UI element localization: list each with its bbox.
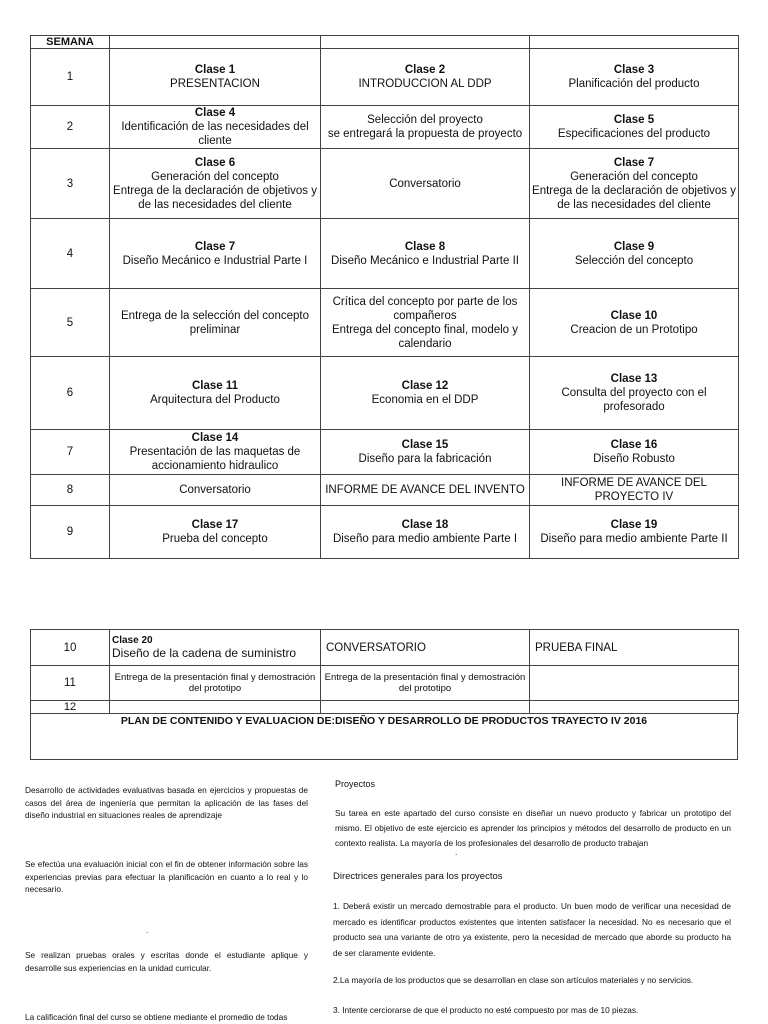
class-title: Clase 19 <box>610 519 658 531</box>
guidelines-heading: Directrices generales para los proyectos <box>333 871 503 882</box>
class-title: Clase 10 <box>610 309 658 322</box>
class-cell <box>321 357 530 430</box>
class-description: Identificación de las necesidades del cliente <box>121 121 309 147</box>
left-paragraph-3: Se realizan pruebas orales y escritas donde el estudiante aplique y desarrolle sus experiencias en la unidad curricular. <box>25 950 308 973</box>
left-paragraph-2: Se efectúa una evaluación inicial con el fin de obtener información sobre las experiencias previas para efectuar la planificación en cuanto a lo real y lo necesario. <box>25 859 308 894</box>
schedule-row <box>31 666 739 701</box>
class-description: Consulta del proyecto con el profesorado <box>561 387 707 413</box>
projects-intro: Su tarea en este apartado del curso consiste en diseñar un nuevo producto y fabricar un prototipo del mismo. El objetivo de este ejercicio es aprender los principios y métodos del desarrollo de producto en un contexto realista. La mayoría de los profesionales del desarrollo de producto trabajan <box>335 808 731 848</box>
class-title: Clase 9 <box>613 240 655 253</box>
week-number: 1 <box>31 49 110 106</box>
class-title: Clase 7 <box>194 240 236 253</box>
class-description: Selección del concepto <box>574 254 694 267</box>
class-description: Diseño de la cadena de suministro <box>112 645 297 660</box>
class-title: Clase 4 <box>194 107 236 119</box>
class-description: Crítica del concepto por parte de los compañeros <box>332 295 518 322</box>
class-cell <box>321 506 530 559</box>
class-description: se entregará la propuesta de proyecto <box>327 128 523 140</box>
class-description: Entrega de la selección del concepto preliminar <box>121 309 309 336</box>
class-description: Conversatorio <box>179 484 251 496</box>
class-cell <box>110 219 321 289</box>
class-cell <box>321 430 530 475</box>
class-cell <box>530 506 739 559</box>
class-description: Entrega del concepto final, modelo y calendario <box>331 323 519 350</box>
class-title: Clase 14 <box>191 432 239 444</box>
class-cell <box>110 506 321 559</box>
week-number: 6 <box>31 357 110 430</box>
class-title: Clase 20 <box>112 634 153 646</box>
schedule-row <box>31 630 739 666</box>
class-cell: PRUEBA FINAL <box>530 630 739 666</box>
schedule-row <box>31 357 739 430</box>
schedule-row <box>31 701 739 714</box>
class-title: Clase 12 <box>401 380 449 392</box>
week-number: 4 <box>31 219 110 289</box>
class-title: Clase 7 <box>613 156 655 169</box>
class-description: Diseño para la fabricación <box>358 453 492 465</box>
class-description: Diseño Mecánico e Industrial Parte I <box>122 254 308 267</box>
class-title: Clase 11 <box>191 380 239 392</box>
week-number: 11 <box>31 666 110 701</box>
plan-title-box <box>30 714 738 760</box>
class-title: Clase 17 <box>191 519 239 531</box>
class-description: INFORME DE AVANCE DEL PROYECTO IV <box>561 477 707 503</box>
guideline-2: 2.La mayoría de los productos que se desarrollan en clase son artículos materiales y no servicios. <box>333 975 694 985</box>
schedule-row <box>31 430 739 475</box>
class-cell <box>530 357 739 430</box>
schedule-body <box>31 49 739 559</box>
class-title: Clase 13 <box>610 373 658 385</box>
projects-heading: Proyectos <box>335 779 376 789</box>
left-paragraph-4: La calificación final del curso se obtiene mediante el promedio de todas <box>25 1012 288 1022</box>
schedule-row <box>31 289 739 357</box>
class-description: PRESENTACION <box>170 78 260 90</box>
class-title: Clase 16 <box>610 439 658 451</box>
class-cell <box>321 149 530 219</box>
left-paragraph-3-box <box>25 949 308 974</box>
class-cell: Entrega de la presentación final y demostración del prototipo <box>321 666 530 701</box>
class-cell <box>321 219 530 289</box>
class-cell <box>110 106 321 149</box>
left-column <box>25 784 308 822</box>
class-description: Creacion de un Prototipo <box>570 323 698 336</box>
class-title: Clase 5 <box>613 114 655 126</box>
class-description: Diseño Mecánico e Industrial Parte II <box>331 254 519 267</box>
schedule-row <box>31 106 739 149</box>
class-description: Diseño para medio ambiente Parte I <box>332 533 518 545</box>
class-description: Arquitectura del Producto <box>150 394 280 406</box>
class-description: Generación del concepto <box>570 170 698 183</box>
class-title: Clase 2 <box>404 64 446 76</box>
class-cell <box>530 701 739 714</box>
stray-dot-2: . <box>455 847 458 857</box>
class-description: Entrega de la declaración de objetivos y de las necesidades del cliente <box>113 184 317 211</box>
class-cell <box>110 357 321 430</box>
guideline-1: 1. Deberá existir un mercado demostrable para el producto. Un buen modo de verificar una necesidad de mercado es identificar productos existentes que intenten satisfacer la necesidad. No es necesario que el producto sea una variante de otro ya existente, pero la necesidad de mercado que aborde su producto ha de ser claramente evidente. <box>333 901 731 958</box>
class-description: Conversatorio <box>389 177 461 190</box>
class-cell: CONVERSATORIO <box>321 630 530 666</box>
class-title: Clase 8 <box>404 240 446 253</box>
class-cell <box>110 701 321 714</box>
schedule-row <box>31 219 739 289</box>
week-number: 5 <box>31 289 110 357</box>
class-cell <box>110 430 321 475</box>
class-cell <box>321 106 530 149</box>
class-cell <box>530 106 739 149</box>
class-description: Diseño Robusto <box>593 453 675 465</box>
class-description: Economia en el DDP <box>371 394 479 406</box>
class-cell <box>321 701 530 714</box>
class-description: Planificación del producto <box>568 78 700 90</box>
class-cell: Entrega de la presentación final y demostración del prototipo <box>110 666 321 701</box>
schedule-row <box>31 149 739 219</box>
class-cell <box>321 475 530 506</box>
week-number: 3 <box>31 149 110 219</box>
plan-title: PLAN DE CONTENIDO Y EVALUACION DE:DISEÑO Y DESARROLLO DE PRODUCTOS TRAYECTO IV 2016 <box>120 715 648 727</box>
left-paragraph-2-box <box>25 858 308 896</box>
schedule-table <box>30 35 739 559</box>
schedule-body-2 <box>31 630 739 714</box>
week-number: 12 <box>31 701 110 714</box>
class-description: Prueba del concepto <box>162 533 268 545</box>
schedule-table-2 <box>30 629 739 714</box>
week-number: 2 <box>31 106 110 149</box>
week-number: 7 <box>31 430 110 475</box>
class-description: Diseño para medio ambiente Parte II <box>540 533 728 545</box>
class-cell <box>110 149 321 219</box>
class-description: Presentación de las maquetas de accionamiento hidraulico <box>129 446 301 472</box>
class-cell <box>321 289 530 357</box>
class-cell <box>530 666 739 701</box>
class-cell <box>530 219 739 289</box>
class-description: Entrega de la declaración de objetivos y de las necesidades del cliente <box>532 184 736 211</box>
guideline-3: 3. Intente cerciorarse de que el producto no esté compuesto por mas de 10 piezas. <box>333 1005 639 1015</box>
schedule-row <box>31 475 739 506</box>
schedule-row <box>31 49 739 106</box>
class-description: Especificaciones del producto <box>557 128 711 140</box>
class-cell <box>530 430 739 475</box>
class-cell <box>530 49 739 106</box>
class-cell <box>530 149 739 219</box>
class-title: Clase 3 <box>613 64 655 76</box>
class-title: Clase 1 <box>194 64 236 76</box>
class-cell <box>110 49 321 106</box>
class-description: INFORME DE AVANCE DEL INVENTO <box>325 484 525 496</box>
class-cell <box>530 289 739 357</box>
class-description: INTRODUCCION AL DDP <box>358 78 492 90</box>
stray-dot: . <box>146 926 149 935</box>
class-description: Generación del concepto <box>151 170 279 183</box>
class-title: Clase 6 <box>194 156 236 169</box>
class-title: Clase 15 <box>401 439 449 451</box>
week-number: 10 <box>31 630 110 666</box>
left-paragraph-1: Desarrollo de actividades evaluativas basada en ejercicios y propuestas de casos del área de ingeniería que permitan la aplicación de las fases del diseño industrial en situaciones reales de aprendizaje <box>25 785 308 820</box>
class-cell <box>110 289 321 357</box>
week-number: 9 <box>31 506 110 559</box>
left-paragraph-4-box <box>25 1011 308 1024</box>
class-description: Selección del proyecto <box>367 114 483 126</box>
class-cell <box>110 475 321 506</box>
class-cell <box>530 475 739 506</box>
class-title: Clase 18 <box>401 519 449 531</box>
class-cell <box>110 630 321 666</box>
class-cell <box>321 49 530 106</box>
header-semana: SEMANA <box>31 36 110 49</box>
week-number: 8 <box>31 475 110 506</box>
schedule-row <box>31 506 739 559</box>
